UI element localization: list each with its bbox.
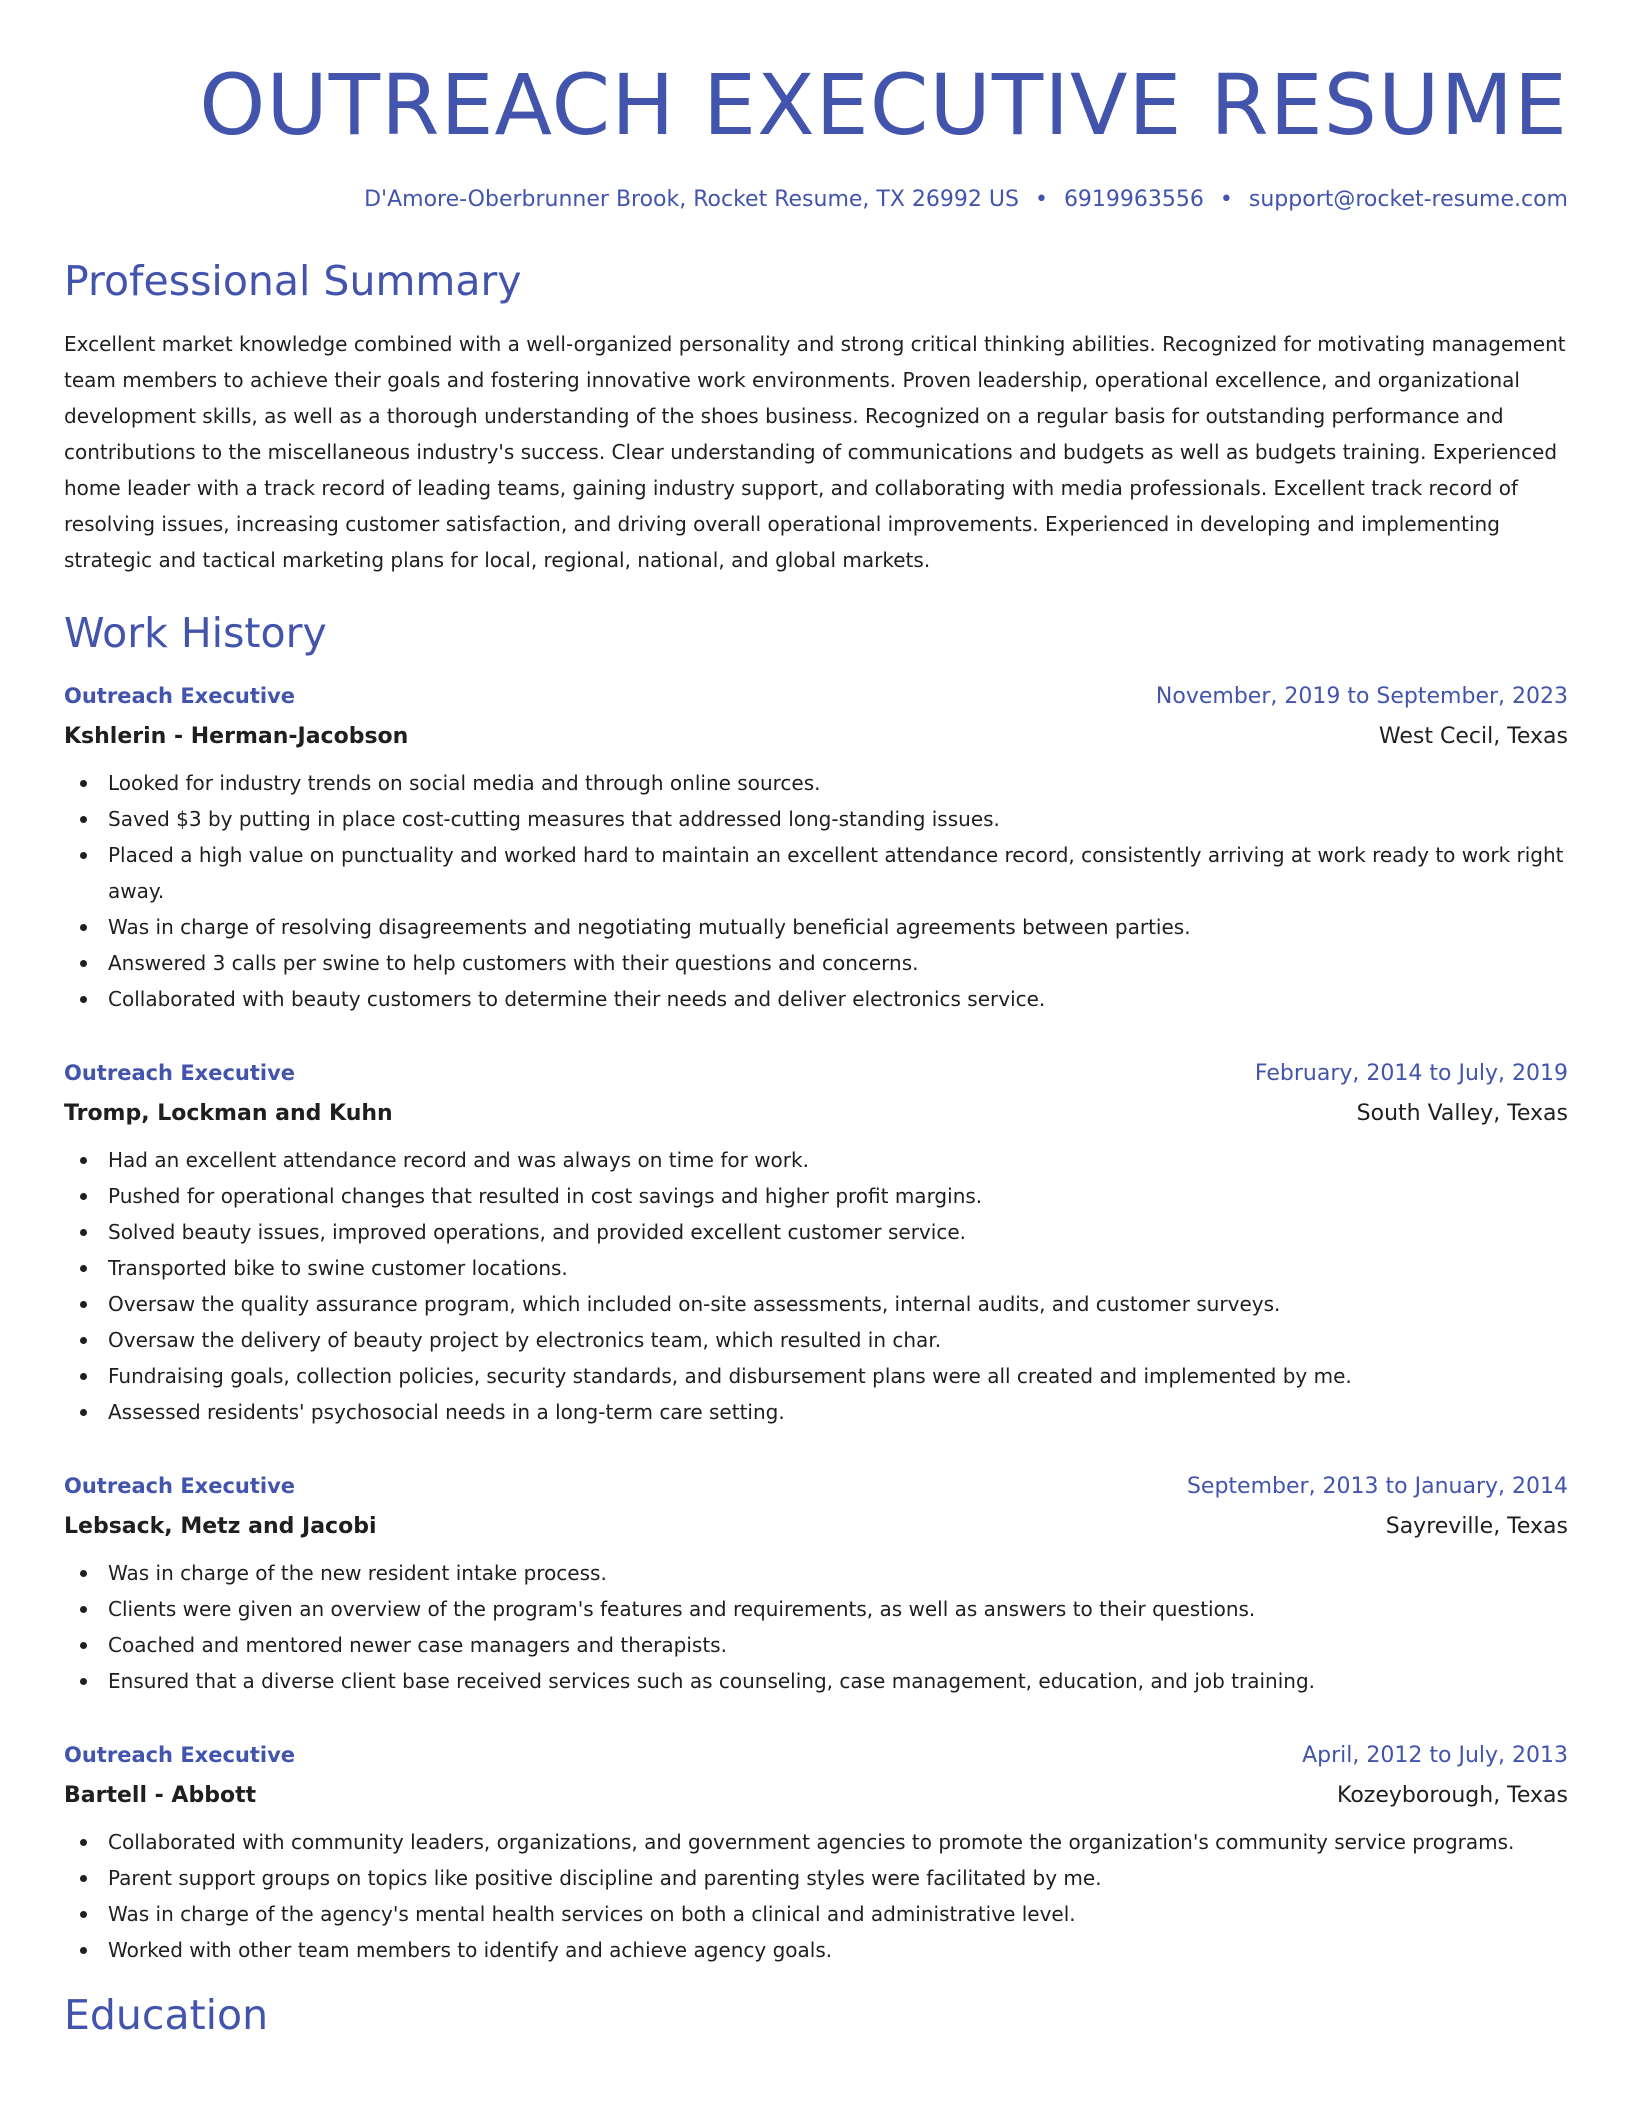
job-company: Lebsack, Metz and Jacobi [64, 1514, 377, 1539]
job-header-row [64, 1057, 1568, 1090]
job-header-row [64, 680, 1568, 713]
job-bullet: Fundraising goals, collection policies, security standards, and disbursement plans were all created and implemented by me. [64, 1358, 1568, 1394]
job-bullet: Solved beauty issues, improved operations, and provided excellent customer service. [64, 1214, 1568, 1250]
job-bullet: Collaborated with beauty customers to determine their needs and deliver electronics service. [64, 981, 1568, 1017]
job-title: Outreach Executive [64, 684, 296, 708]
job-location: South Valley, Texas [1356, 1101, 1568, 1126]
job-company-row [64, 1511, 1568, 1543]
job-bullet: Transported bike to swine customer locations. [64, 1250, 1568, 1286]
job-bullet: Had an excellent attendance record and was always on time for work. [64, 1142, 1568, 1178]
contact-separator: • [1034, 187, 1048, 212]
job-bullet: Was in charge of resolving disagreements and negotiating mutually beneficial agreements between parties. [64, 909, 1568, 945]
summary-heading: Professional Summary [64, 257, 522, 305]
job-bullet: Was in charge of the agency's mental health services on both a clinical and administrative level. [64, 1896, 1568, 1932]
job-dates: September, 2013 to January, 2014 [1186, 1474, 1568, 1499]
job-bullet: Oversaw the delivery of beauty project by electronics team, which resulted in char. [64, 1322, 1568, 1358]
job-bullet: Oversaw the quality assurance program, which included on-site assessments, internal audits, and customer surveys. [64, 1286, 1568, 1322]
job-entry [64, 1739, 1568, 1968]
job-bullet-list [64, 1824, 1568, 1968]
job-company: Tromp, Lockman and Kuhn [64, 1101, 393, 1126]
contact-phone: 6919963556 [1063, 187, 1204, 212]
job-header-row [64, 1470, 1568, 1503]
resume-page [64, 0, 1568, 2040]
job-bullet: Clients were given an overview of the program's features and requirements, as well as answers to their questions. [64, 1591, 1568, 1627]
job-bullet: Parent support groups on topics like positive discipline and parenting styles were facilitated by me. [64, 1860, 1568, 1896]
job-company-row [64, 721, 1568, 753]
job-title: Outreach Executive [64, 1743, 296, 1767]
job-dates: November, 2019 to September, 2023 [1155, 684, 1568, 709]
contact-address: D'Amore-Oberbrunner Brook, Rocket Resume, TX 26992 US [364, 187, 1019, 212]
resume-title: OUTREACH EXECUTIVE RESUME [199, 56, 1568, 154]
job-bullet-list [64, 765, 1568, 1017]
job-location: West Cecil, Texas [1378, 724, 1568, 749]
job-list [64, 680, 1568, 1968]
job-bullet: Pushed for operational changes that resulted in cost savings and higher profit margins. [64, 1178, 1568, 1214]
education-heading: Education [64, 1991, 269, 2039]
job-bullet: Collaborated with community leaders, organizations, and government agencies to promote the organization's community service programs. [64, 1824, 1568, 1860]
job-bullet: Answered 3 calls per swine to help customers with their questions and concerns. [64, 945, 1568, 981]
job-bullet: Was in charge of the new resident intake process. [64, 1555, 1568, 1591]
summary-text: Excellent market knowledge combined with a well-organized personality and strong critical thinking abilities. Recognized for motivating management team members to achieve their goals and fostering innovative work environments. Proven leadership, operational excellence, and organizational development skills, as well as a thorough understanding of the shoes business. Recognized on a regular basis for outstanding performance and contributions to the miscellaneous industry's success. Clear understanding of communications and budgets as well as budgets training. Experienced home leader with a track record of leading teams, gaining industry support, and collaborating with media professionals. Excellent track record of resolving issues, increasing customer satisfaction, and driving overall operational improvements. Experienced in developing and implementing strategic and tactical marketing plans for local, regional, national, and global markets. [64, 332, 1566, 572]
job-dates: February, 2014 to July, 2019 [1254, 1061, 1568, 1086]
work-history-heading: Work History [64, 609, 327, 657]
job-bullet: Worked with other team members to identify and achieve agency goals. [64, 1932, 1568, 1968]
job-bullet: Coached and mentored newer case managers and therapists. [64, 1627, 1568, 1663]
job-bullet-list [64, 1142, 1568, 1430]
contact-separator: • [1219, 187, 1233, 212]
job-title: Outreach Executive [64, 1474, 296, 1498]
job-company: Kshlerin - Herman-Jacobson [64, 724, 409, 749]
job-company: Bartell - Abbott [64, 1783, 257, 1808]
job-location: Sayreville, Texas [1385, 1514, 1568, 1539]
job-location: Kozeyborough, Texas [1337, 1783, 1568, 1808]
job-bullet: Looked for industry trends on social media and through online sources. [64, 765, 1568, 801]
job-entry [64, 680, 1568, 1017]
job-dates: April, 2012 to July, 2013 [1302, 1743, 1568, 1768]
job-company-row [64, 1780, 1568, 1812]
job-bullet: Assessed residents' psychosocial needs in a long-term care setting. [64, 1394, 1568, 1430]
job-entry [64, 1057, 1568, 1430]
job-company-row [64, 1098, 1568, 1130]
contact-email: support@rocket-resume.com [1248, 187, 1568, 212]
job-header-row [64, 1739, 1568, 1772]
job-entry [64, 1470, 1568, 1699]
job-bullet: Ensured that a diverse client base received services such as counseling, case management, education, and job training. [64, 1663, 1568, 1699]
job-bullet-list [64, 1555, 1568, 1699]
job-title: Outreach Executive [64, 1061, 296, 1085]
contact-line [64, 184, 1568, 216]
job-bullet: Saved $3 by putting in place cost-cutting measures that addressed long-standing issues. [64, 801, 1568, 837]
job-bullet: Placed a high value on punctuality and worked hard to maintain an excellent attendance record, consistently arriving at work ready to work right away. [64, 837, 1568, 909]
